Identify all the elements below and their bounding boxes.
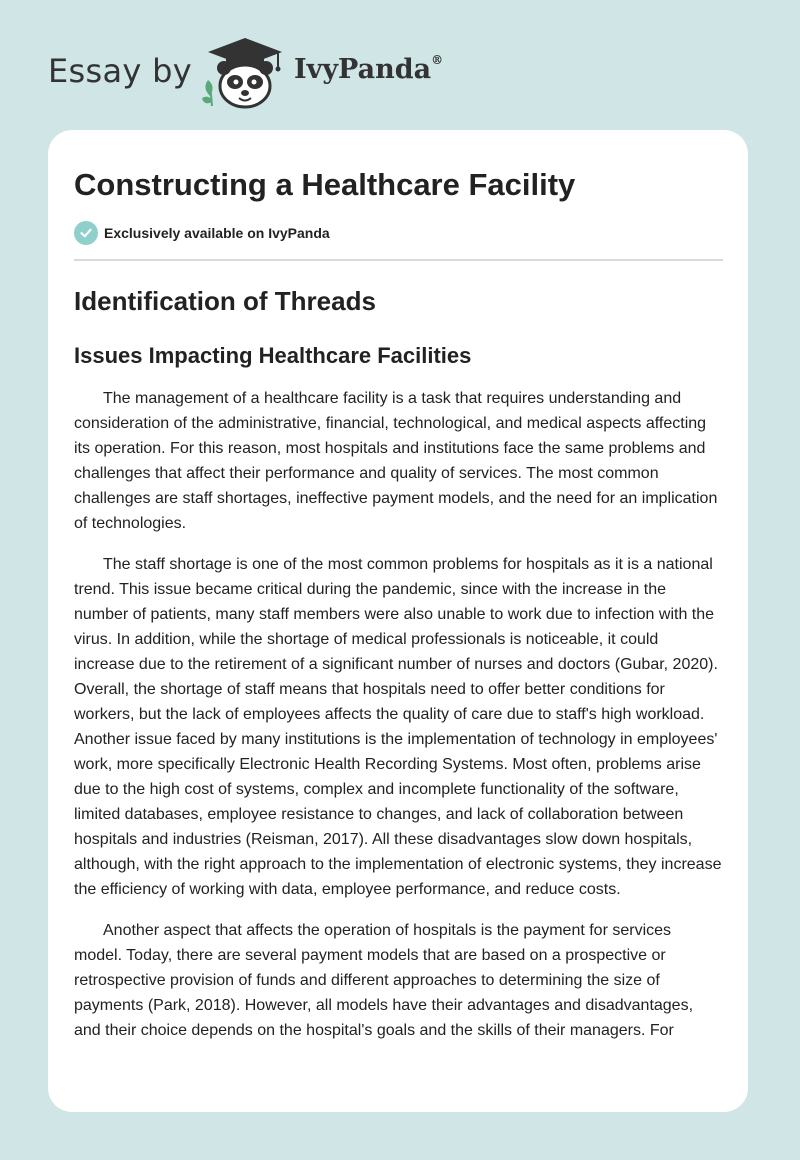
paragraph: Another aspect that affects the operation of hospitals is the payment for services model. Today, there are several payment models that are based on a prospective or retrospective provision of funds and different approaches to determining the size of payments (Park, 2018). However, all models have their advantages and disadvantages, and their choice depends on the hospital's goals and the skills of their managers. For [74,922,694,1039]
article-card [48,130,748,1112]
section-heading: Identification of Threads [74,286,376,316]
site-header [48,30,548,110]
paragraph: The staff shortage is one of the most common problems for hospitals as it is a national trend. This issue became critical during the pandemic, since with the increase in the number of patients, many staff members were also unable to work due to infection with the virus. In addition, while the shortage of medical professionals is noticeable, it could increase due to the retirement of a significant number of nurses and doctors (Gubar, 2020). Overall, the shortage of staff means that hospitals need to offer better conditions for workers, but the lack of employees affects the quality of care due to staff's high workload. Another issue faced by many institutions is the implementation of technology in employees' work, more specifically Electronic Health Recording Systems. Most often, problems arise due to the high cost of systems, complex and incomplete functionality of the software, limited databases, employee resistance to changes, and lack of collaboration between hospitals and industries (Reisman, 2017). All these disadvantages slow down hospitals, although, with the right approach to the implementation of electronic systems, they increase the efficiency of working with data, employee performance, and reduce costs. [74,556,722,898]
exclusive-badge-label: Exclusively available on IvyPanda [104,225,330,241]
article-title: Constructing a Healthcare Facility [74,167,576,202]
article-content [74,166,723,1043]
subsection-heading: Issues Impacting Healthcare Facilities [74,343,472,368]
exclusive-badge [74,221,723,245]
panda-graduate-icon[interactable] [200,36,290,110]
brand-name-label: IvyPanda [294,54,432,85]
brand-logo-text[interactable] [294,54,443,85]
paragraph: The management of a healthcare facility is a task that requires understanding and consideration of the administrative, financial, technological, and medical aspects affecting its operation. For this reason, most hospitals and institutions face the same problems and challenges that affect their performance and quality of services. The most common challenges are staff shortages, ineffective payment models, and the need for an implication of technologies. [74,390,718,532]
trademark-symbol: ® [431,53,444,67]
essay-by-label: Essay by [48,52,192,90]
check-icon [74,221,98,245]
divider [74,259,723,261]
